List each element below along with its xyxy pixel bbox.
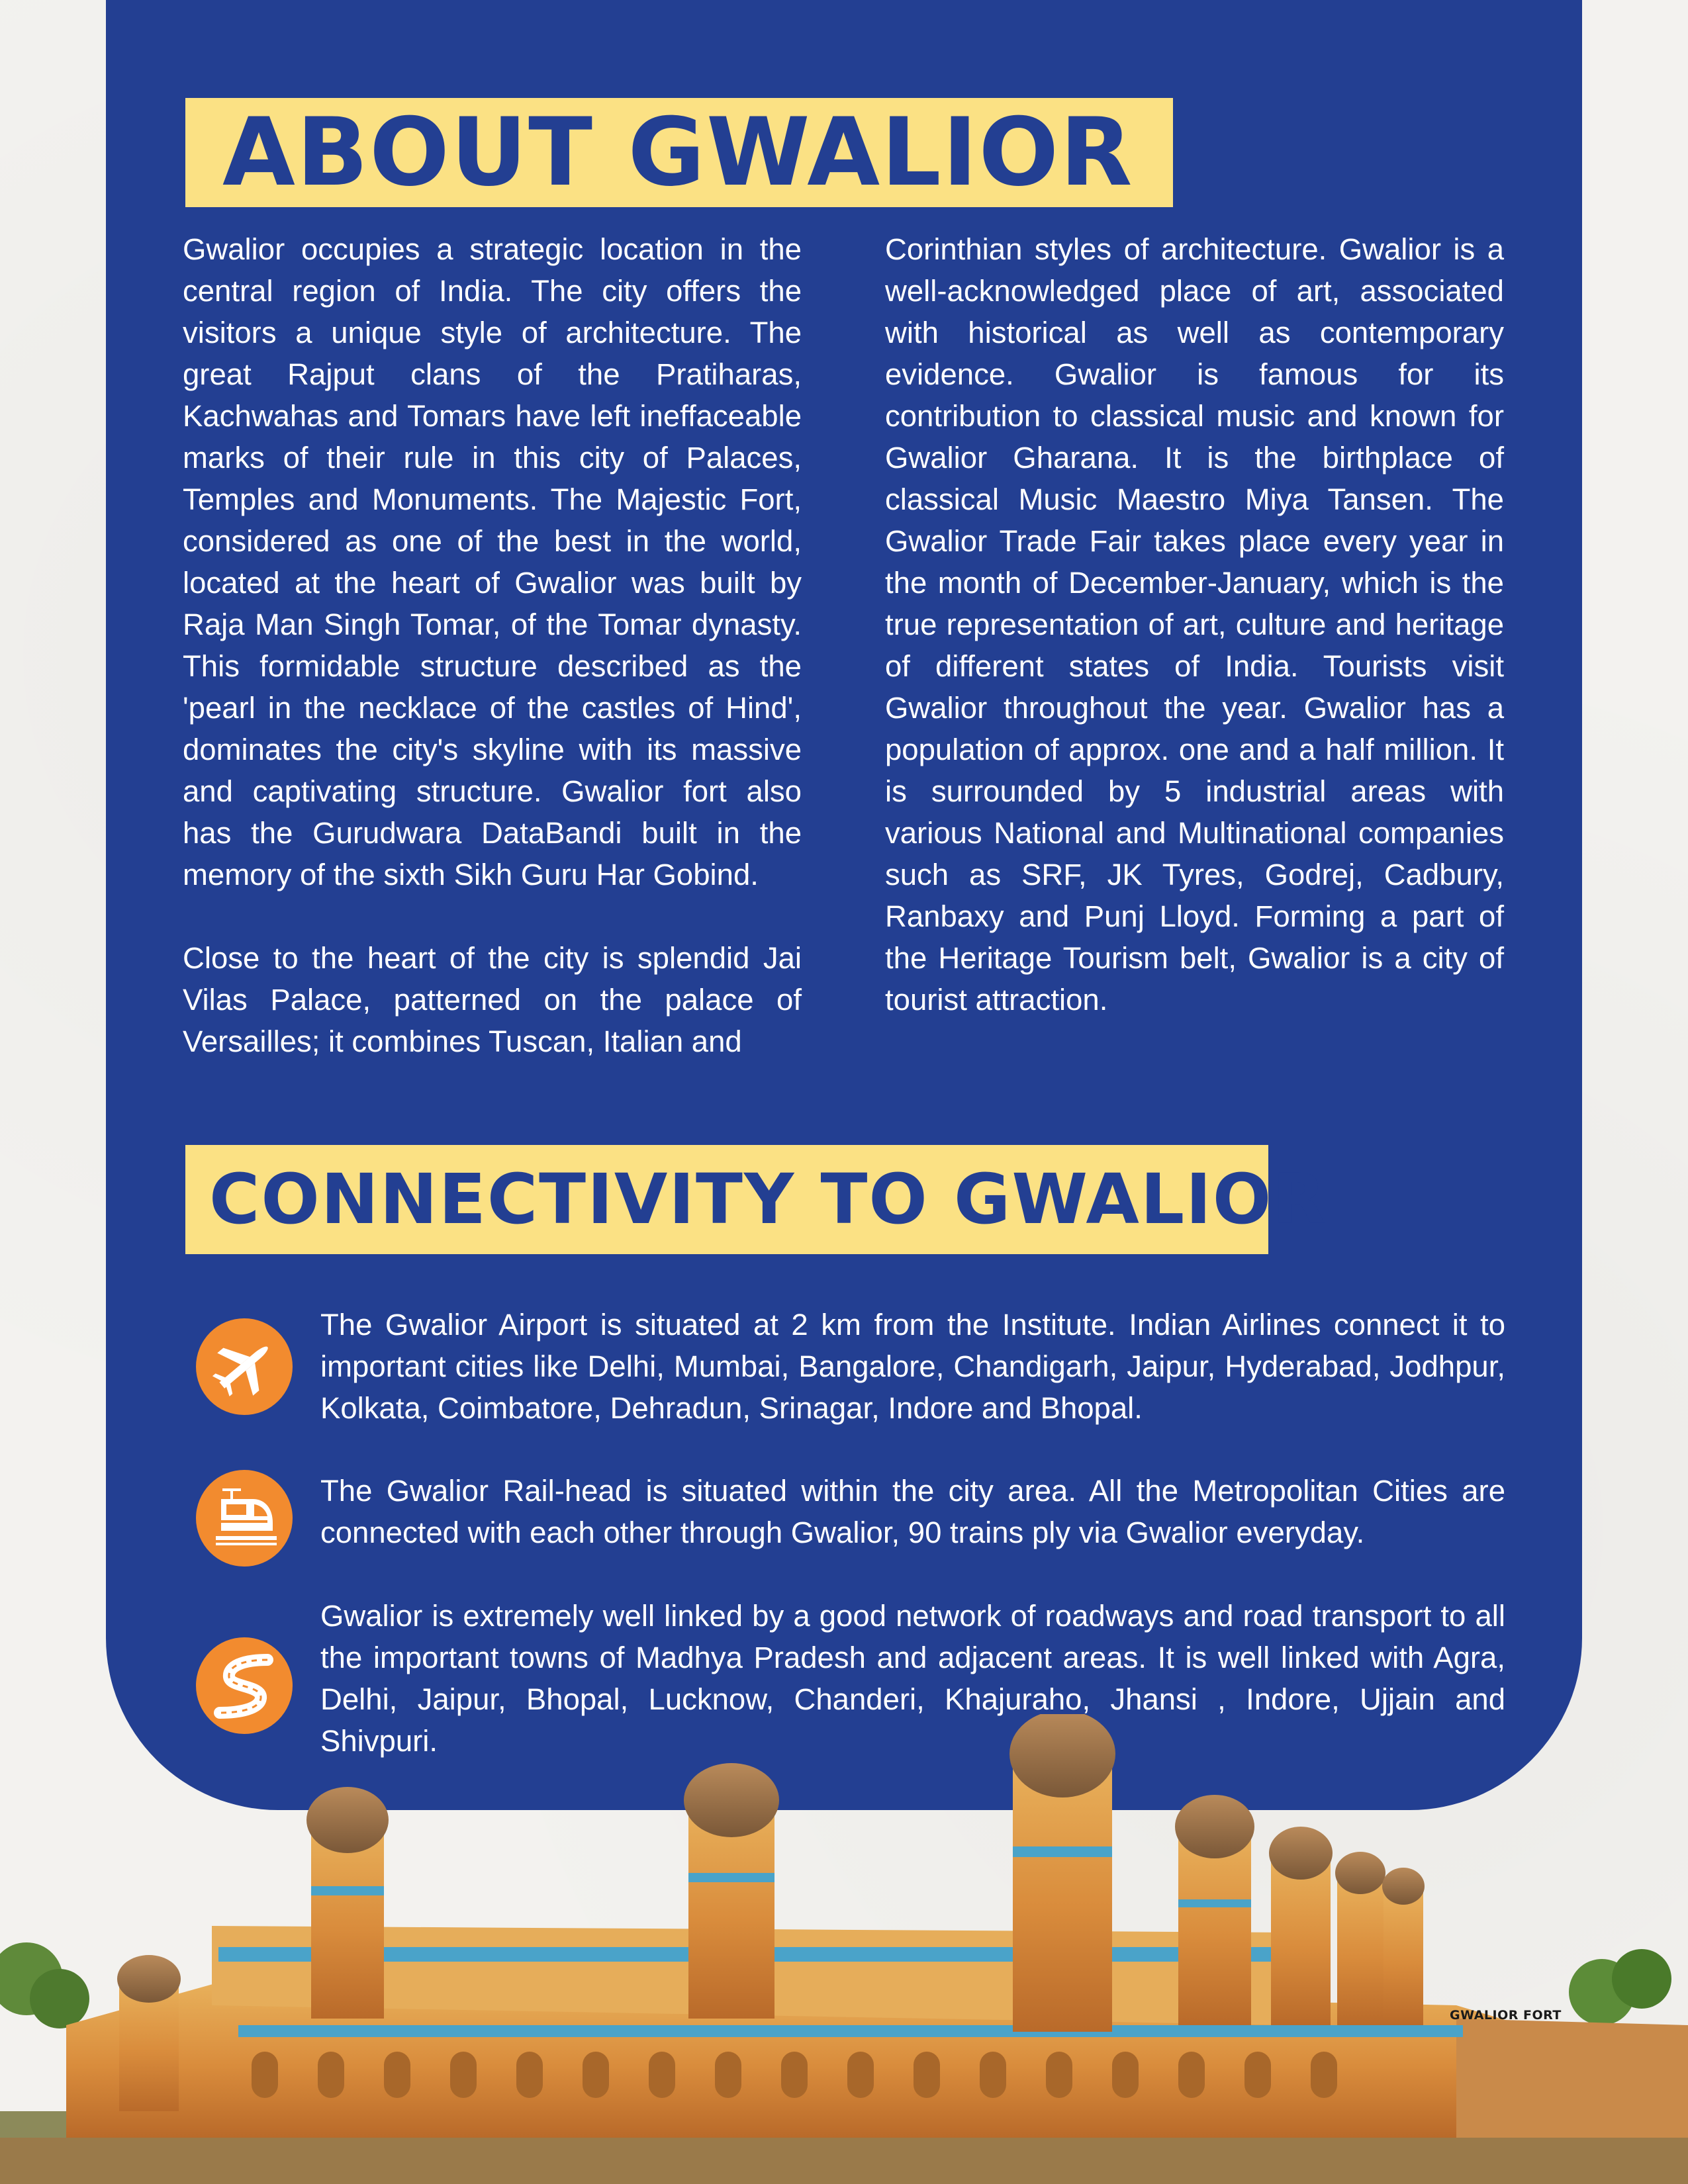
about-right-column	[885, 228, 1504, 1062]
about-heading: ABOUT GWALIOR	[185, 98, 1173, 207]
airplane-icon	[196, 1318, 293, 1415]
connectivity-rail-text: The Gwalior Rail-head is situated within the city area. All the Metropolitan Cities are connected with each other through Gwalior, 90 trains ply via Gwalior everyday.	[320, 1474, 1505, 1549]
train-icon	[196, 1470, 293, 1567]
about-left-column	[183, 228, 802, 1104]
about-paragraph: Gwalior occupies a strategic location in the central region of India. The city offers the visitors a unique style of architecture. The great Rajput clans of the Pratiharas, Kachwahas and Tomars have left ineffaceable marks of their rule in this city of Palaces, Temples and Monuments. The Majestic Fort, considered as one of the best in the world, located at the heart of Gwalior was built by Raja Man Singh Tomar, of the Tomar dynasty. This formidable structure described as the 'pearl in the necklace of the castles of Hind', dominates the city's skyline with its massive and captivating structure. Gwalior fort also has the Gurudwara DataBandi built in the memory of the sixth Sikh Guru Har Gobind.	[183, 232, 802, 891]
photo-caption: GWALIOR FORT	[1450, 2008, 1562, 2023]
about-paragraph: Corinthian styles of architecture. Gwalior is a well-acknowledged place of art, associated with historical as well as contemporary evidence. Gwalior is famous for its contribution to classical music and known for Gwalior Gharana. It is the birthplace of classical Music Maestro Miya Tansen. The Gwalior Trade Fair takes place every year in the month of December-January, which is the true representation of art, culture and heritage of different states of India. Tourists visit Gwalior throughout the year. Gwalior has a population of approx. one and a half million. It is surrounded by 5 industrial areas with various National and Multinational companies such as SRF, JK Tyres, Godrej, Cadbury, Ranbaxy and Punj Lloyd. Forming a part of the Heritage Tourism belt, Gwalior is a city of tourist attraction.	[885, 232, 1504, 1017]
connectivity-road-text: Gwalior is extremely well linked by a good network of roadways and road transport to all the important towns of Madhya Pradesh and adjacent areas. It is well linked with Agra, Delhi, Jaipur, Bhopal, Lucknow, Chanderi, Khajuraho, Jhansi , Indore, Ujjain and Shivpuri.	[320, 1599, 1505, 1758]
connectivity-heading: CONNECTIVITY TO GWALIOR	[185, 1145, 1268, 1254]
about-paragraph: Close to the heart of the city is splendid Jai Vilas Palace, patterned on the palace of Versailles; it combines Tuscan, Italian and	[183, 941, 802, 1058]
connectivity-air-text: The Gwalior Airport is situated at 2 km from the Institute. Indian Airlines connect it to important cities like Delhi, Mumbai, Bangalore, Chandigarh, Jaipur, Hyderabad, Jodhpur, Kolkata, Coimbatore, Dehradun, Srinagar, Indore and Bhopal.	[320, 1308, 1505, 1425]
gwalior-fort-image	[0, 1714, 1688, 2184]
